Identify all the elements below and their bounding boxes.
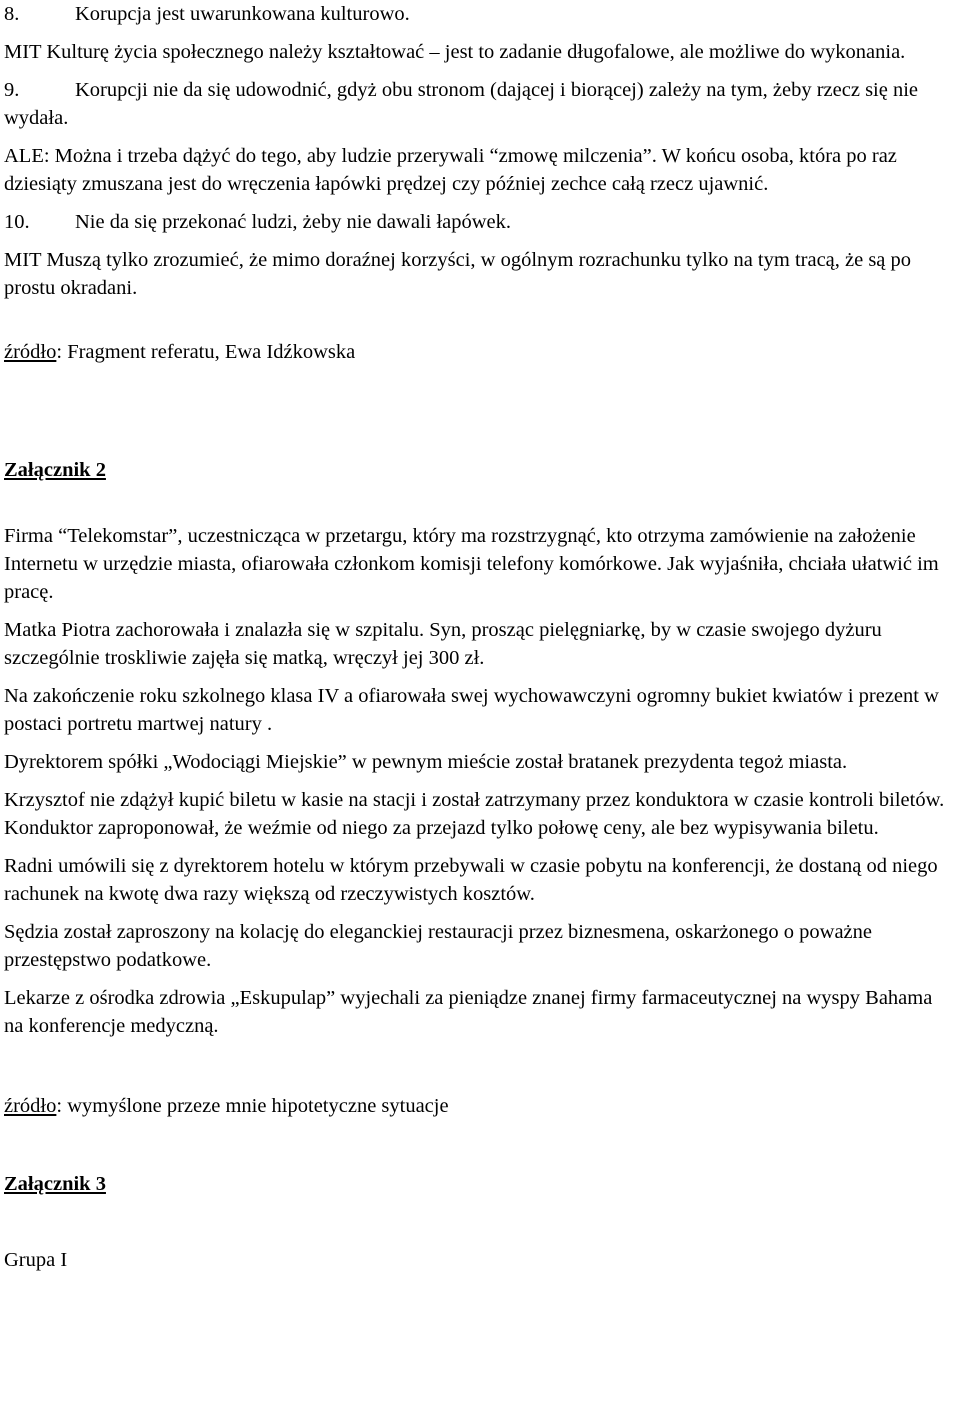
- myth-response-8: MIT Kulturę życia społecznego należy kształtować – jest to zadanie długofalowe, ale możliwe do wykonania.: [4, 41, 906, 63]
- item-text: Nie da się przekonać ludzi, żeby nie dawali łapówek.: [75, 211, 512, 233]
- scenario-paragraph: Sędzia został zaproszony na kolację do eleganckiej restauracji przez biznesmena, oskarżonego o poważne przestępstwo podatkowe.: [4, 921, 873, 971]
- document-page: [4, 0, 956, 1274]
- item-number: 9.: [4, 79, 20, 101]
- scenario-paragraph: Matka Piotra zachorowała i znalazła się w szpitalu. Syn, prosząc pielęgniarkę, by w czasie swojego dyżuru szczególnie troskliwie zajęła się matką, wręczył jej 300 zł.: [4, 619, 882, 669]
- item-text: Korupcji nie da się udowodnić, gdyż obu stronom (dającej i biorącej) zależy na tym, żeby rzecz się nie wydała.: [4, 79, 919, 129]
- attachment-3-heading: Załącznik 3: [4, 1173, 106, 1195]
- source-text: : Fragment referatu, Ewa Idźkowska: [56, 341, 356, 363]
- item-text-block: [4, 76, 956, 132]
- list-item-8: [4, 0, 956, 28]
- item-number: 10.: [4, 211, 30, 233]
- scenario-paragraph: Firma “Telekomstar”, uczestnicząca w przetargu, który ma rozstrzygnąć, kto otrzyma zamówienie na założenie Internetu w urzędzie miasta, ofiarowała członkom komisji telefony komórkowe. Jak wyjaśniła, chciała ułatwić im pracę.: [4, 525, 939, 603]
- source-line-2: [4, 1092, 956, 1120]
- section-myths: [4, 0, 956, 366]
- list-item-9: [4, 76, 956, 132]
- list-item-10: [4, 208, 956, 236]
- scenario-paragraph: Lekarze z ośrodka zdrowia „Eskupulap” wyjechali za pieniądze znanej firmy farmaceutycznej na wyspy Bahama na konferencje medyczną.: [4, 987, 933, 1037]
- myth-response-10: MIT Muszą tylko zrozumieć, że mimo doraźnej korzyści, w ogólnym rozrachunku tylko na tym tracą, że są po prostu okradani.: [4, 249, 912, 299]
- scenario-paragraph: Radni umówili się z dyrektorem hotelu w którym przebywali w czasie pobytu na konferencji, że dostaną od niego rachunek na kwotę dwa razy większą od rzeczywistych kosztów.: [4, 855, 938, 905]
- scenario-paragraph: Krzysztof nie zdążył kupić biletu w kasie na stacji i został zatrzymany przez konduktora w czasie kontroli biletów. Konduktor zaproponował, że weźmie od niego za przejazd tylko połowę ceny, ale bez wypisywania biletu.: [4, 789, 945, 839]
- section-attachment-3: [4, 1170, 956, 1274]
- item-number: 8.: [4, 3, 20, 25]
- attachment-2-heading: Załącznik 2: [4, 459, 106, 481]
- item-text: Korupcja jest uwarunkowana kulturowo.: [75, 3, 410, 25]
- source-label: źródło: [4, 341, 57, 363]
- group-label: Grupa I: [4, 1249, 68, 1271]
- source-text: : wymyślone przeze mnie hipotetyczne sytuacje: [56, 1095, 449, 1117]
- counterpoint-9: ALE: Można i trzeba dążyć do tego, aby ludzie przerywali “zmowę milczenia”. W końcu osoba, która po raz dziesiąty zmuszana jest do wręczenia łapówki prędzej czy później zechce całą rzecz ujawnić.: [4, 145, 897, 195]
- section-attachment-2: [4, 456, 956, 1120]
- source-label: źródło: [4, 1095, 57, 1117]
- source-line-1: [4, 338, 956, 366]
- scenario-paragraph: Dyrektorem spółki „Wodociągi Miejskie” w pewnym mieście został bratanek prezydenta tegoż miasta.: [4, 751, 848, 773]
- scenario-paragraph: Na zakończenie roku szkolnego klasa IV a ofiarowała swej wychowawczyni ogromny bukiet kwiatów i prezent w postaci portretu martwej natury .: [4, 685, 939, 735]
